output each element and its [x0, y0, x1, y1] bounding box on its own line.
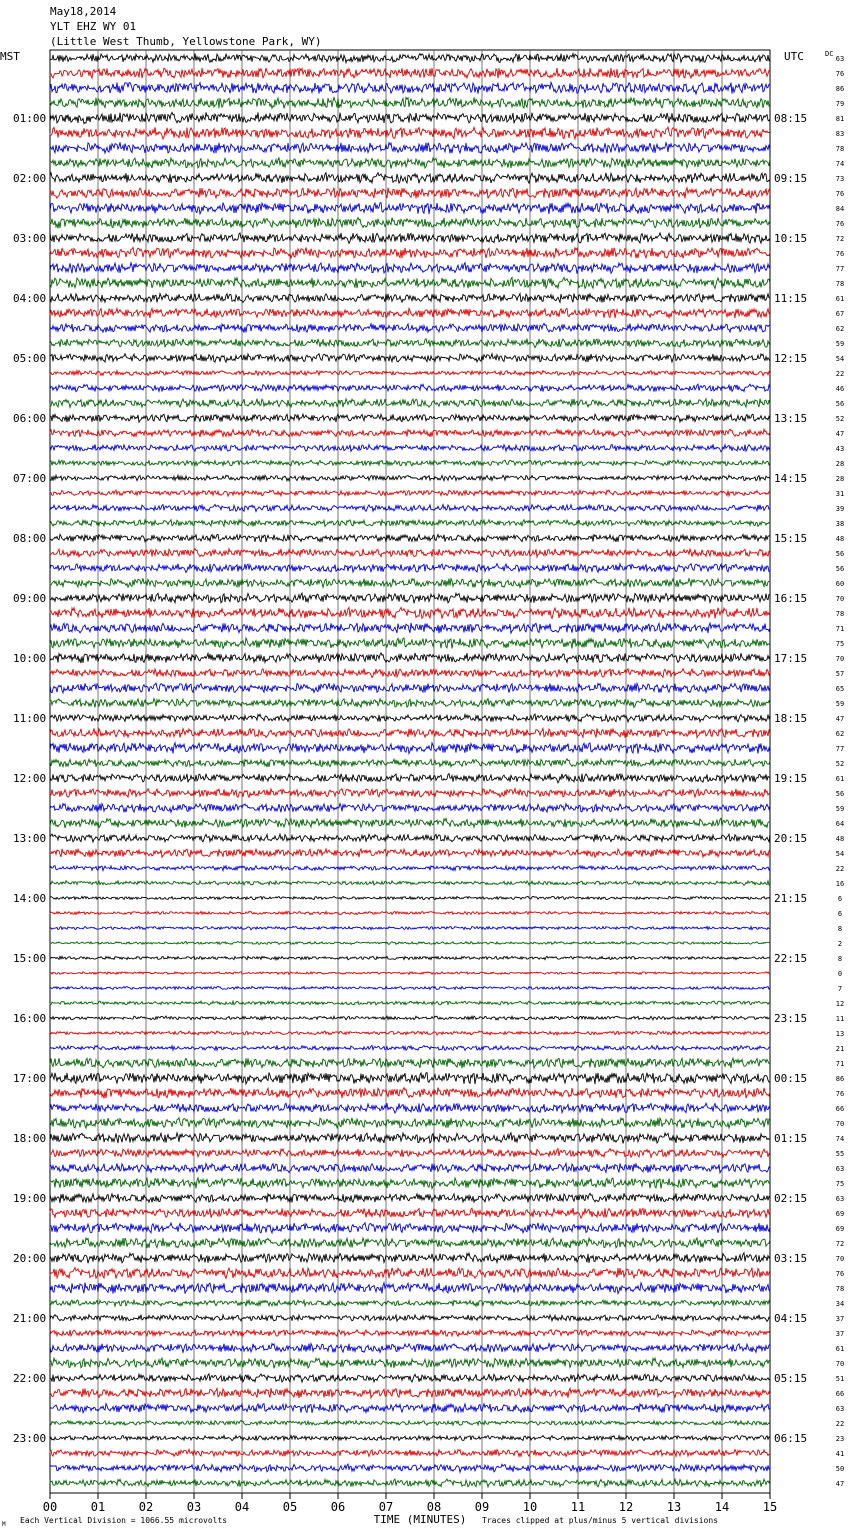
left-hour-label: 19:00: [13, 1192, 47, 1205]
left-hour-label: 18:00: [13, 1132, 47, 1145]
right-hour-label: 14:15: [774, 472, 808, 485]
seismic-trace: [50, 834, 770, 842]
dc-value: 39: [835, 505, 845, 513]
dc-value: 54: [835, 355, 845, 363]
seismic-trace: [50, 371, 770, 376]
dc-value: 43: [835, 445, 845, 453]
seismic-trace: [50, 849, 770, 858]
dc-value: 37: [835, 1330, 845, 1338]
seismic-trace: [50, 444, 770, 451]
dc-value: 2: [837, 940, 843, 948]
seismic-trace: [50, 294, 770, 303]
seismic-trace: [50, 607, 770, 618]
dc-value: 74: [835, 160, 845, 168]
left-timezone-label: MST: [0, 50, 20, 63]
seismic-trace: [50, 804, 770, 813]
dc-value: 66: [835, 1105, 845, 1113]
seismic-trace: [50, 818, 770, 828]
seismic-trace: [50, 97, 770, 108]
dc-value: 72: [835, 1240, 845, 1248]
right-timezone-label: UTC: [784, 50, 804, 63]
dc-value: 69: [835, 1225, 845, 1233]
dc-value: 38: [835, 520, 845, 528]
dc-value: 65: [835, 685, 845, 693]
seismic-trace: [50, 1330, 770, 1337]
seismic-trace: [50, 127, 770, 139]
seismic-trace: [50, 1404, 770, 1413]
dc-value: 56: [835, 790, 845, 798]
right-hour-label: 12:15: [774, 352, 808, 365]
left-hour-label: 13:00: [13, 832, 47, 845]
dc-value: 76: [835, 70, 845, 78]
x-tick-label: 12: [618, 1500, 634, 1514]
seismic-trace: [50, 1178, 770, 1189]
dc-value: 71: [835, 625, 845, 633]
dc-value: 76: [835, 250, 845, 258]
seismic-trace: [50, 384, 770, 392]
dc-value: 47: [835, 430, 845, 438]
dc-value: 6: [837, 895, 843, 903]
seismic-trace: [50, 158, 770, 169]
x-tick-label: 14: [714, 1500, 730, 1514]
x-tick-label: 15: [762, 1500, 778, 1514]
dc-value: 11: [835, 1015, 845, 1023]
dc-value: 76: [835, 1090, 845, 1098]
dc-value: 13: [835, 1030, 845, 1038]
dc-value: 47: [835, 715, 845, 723]
left-hour-label: 21:00: [13, 1312, 47, 1325]
dc-value: 86: [835, 85, 845, 93]
seismic-trace: [50, 1223, 770, 1233]
right-hour-label: 06:15: [774, 1432, 808, 1445]
seismic-trace: [50, 926, 770, 930]
right-hour-label: 18:15: [774, 712, 808, 725]
station-code: YLT EHZ WY 01: [50, 20, 137, 33]
seismic-trace: [50, 1464, 770, 1472]
seismic-trace: [50, 743, 770, 754]
left-hour-label: 10:00: [13, 652, 47, 665]
x-tick-label: 08: [426, 1500, 442, 1514]
right-hour-label: 21:15: [774, 892, 808, 905]
seismic-trace: [50, 308, 770, 318]
seismic-trace: [50, 1031, 770, 1035]
seismic-trace: [50, 534, 770, 542]
dc-value: 0: [837, 970, 843, 978]
dc-value: 77: [835, 745, 845, 753]
seismic-trace: [50, 1103, 770, 1113]
seismic-trace: [50, 1088, 770, 1099]
seismic-trace: [50, 956, 770, 960]
dc-value: 63: [835, 1195, 845, 1203]
seismic-trace: [50, 774, 770, 783]
x-tick-label: 09: [474, 1500, 490, 1514]
seismic-trace: [50, 623, 770, 633]
dc-value: 78: [835, 280, 845, 288]
seismic-trace: [50, 638, 770, 649]
seismic-trace: [50, 1449, 770, 1456]
left-hour-label: 14:00: [13, 892, 47, 905]
seismic-trace: [50, 593, 770, 603]
seismic-trace: [50, 881, 770, 886]
right-hour-label: 22:15: [774, 952, 808, 965]
seismic-trace: [50, 942, 770, 945]
dc-value: 63: [835, 1165, 845, 1173]
dc-value: 63: [835, 55, 845, 63]
seismic-trace: [50, 653, 770, 663]
seismic-trace: [50, 339, 770, 348]
seismic-trace: [50, 82, 770, 94]
dc-value: 31: [835, 490, 845, 498]
dc-value: 22: [835, 865, 845, 873]
seismic-trace: [50, 1208, 770, 1218]
right-hour-label: 08:15: [774, 112, 808, 125]
right-hour-label: 23:15: [774, 1012, 808, 1025]
right-hour-label: 19:15: [774, 772, 808, 785]
dc-value: 70: [835, 595, 845, 603]
right-hour-label: 05:15: [774, 1372, 808, 1385]
dc-value: 62: [835, 730, 845, 738]
seismic-trace: [50, 54, 770, 63]
left-hour-label: 09:00: [13, 592, 47, 605]
seismic-trace: [50, 1479, 770, 1487]
left-hour-label: 17:00: [13, 1072, 47, 1085]
dc-value: 83: [835, 130, 845, 138]
dc-value: 78: [835, 610, 845, 618]
left-hour-label: 20:00: [13, 1252, 47, 1265]
seismic-trace: [50, 911, 770, 914]
seismic-trace: [50, 1149, 770, 1158]
dc-value: 56: [835, 550, 845, 558]
seismic-trace: [50, 1435, 770, 1440]
dc-value: 76: [835, 190, 845, 198]
seismic-trace: [50, 247, 770, 258]
dc-value: 23: [835, 1435, 845, 1443]
x-tick-label: 02: [138, 1500, 154, 1514]
seismic-trace: [50, 68, 770, 78]
left-hour-label: 15:00: [13, 952, 47, 965]
seismic-trace: [50, 1283, 770, 1294]
seismic-trace: [50, 1073, 770, 1085]
seismic-trace: [50, 1193, 770, 1203]
seismic-trace: [50, 1300, 770, 1306]
seismic-trace: [50, 789, 770, 798]
dc-value: 76: [835, 1270, 845, 1278]
seismic-trace: [50, 1374, 770, 1382]
seismic-trace: [50, 1388, 770, 1398]
seismic-trace: [50, 972, 770, 975]
left-hour-label: 02:00: [13, 172, 47, 185]
left-hour-label: 04:00: [13, 292, 47, 305]
dc-value: 77: [835, 265, 845, 273]
seismic-trace: [50, 1118, 770, 1128]
seismic-trace: [50, 1268, 770, 1279]
dc-value: 56: [835, 565, 845, 573]
dc-value: 72: [835, 235, 845, 243]
right-hour-label: 01:15: [774, 1132, 808, 1145]
footer-mark: M: [2, 1521, 6, 1528]
dc-value: 50: [835, 1465, 845, 1473]
station-location: (Little West Thumb, Yellowstone Park, WY): [50, 35, 322, 48]
right-hour-label: 00:15: [774, 1072, 808, 1085]
dc-value: 8: [837, 955, 843, 963]
x-tick-label: 05: [282, 1500, 298, 1514]
dc-value: 47: [835, 1480, 845, 1488]
dc-value: 59: [835, 805, 845, 813]
dc-value: 75: [835, 640, 845, 648]
dc-value: 48: [835, 535, 845, 543]
dc-value: 70: [835, 1360, 845, 1368]
dc-value: 51: [835, 1375, 845, 1383]
dc-value: 41: [835, 1450, 845, 1458]
dc-value: 70: [835, 1120, 845, 1128]
x-tick-label: 06: [330, 1500, 346, 1514]
seismic-trace: [50, 1421, 770, 1426]
left-hour-label: 23:00: [13, 1432, 47, 1445]
left-hour-label: 12:00: [13, 772, 47, 785]
seismic-trace: [50, 683, 770, 693]
x-tick-label: 03: [186, 1500, 202, 1514]
seismic-trace: [50, 728, 770, 737]
seismic-trace: [50, 1058, 770, 1068]
dc-value: 84: [835, 205, 845, 213]
right-hour-label: 02:15: [774, 1192, 808, 1205]
dc-value: 16: [835, 880, 845, 888]
seismic-trace: [50, 188, 770, 199]
dc-value: 78: [835, 145, 845, 153]
left-hour-label: 16:00: [13, 1012, 47, 1025]
seismic-trace: [50, 173, 770, 184]
right-hour-label: 04:15: [774, 1312, 808, 1325]
dc-value: 70: [835, 655, 845, 663]
dc-value: 61: [835, 1345, 845, 1353]
right-hour-label: 20:15: [774, 832, 808, 845]
right-hour-label: 09:15: [774, 172, 808, 185]
left-hour-label: 05:00: [13, 352, 47, 365]
right-hour-label: 13:15: [774, 412, 808, 425]
dc-value: 60: [835, 580, 845, 588]
dc-value: 7: [837, 985, 843, 993]
x-tick-label: 13: [666, 1500, 682, 1514]
dc-value: 52: [835, 760, 845, 768]
seismic-trace: [50, 460, 770, 466]
seismic-trace: [50, 263, 770, 274]
dc-value: 57: [835, 670, 845, 678]
dc-value: 66: [835, 1390, 845, 1398]
seismic-trace: [50, 669, 770, 678]
seismic-trace: [50, 505, 770, 512]
plot-date: May18,2014: [50, 5, 117, 18]
dc-value: 21: [835, 1045, 845, 1053]
dc-value: 52: [835, 415, 845, 423]
x-tick-label: 11: [570, 1500, 586, 1514]
seismic-trace: [50, 986, 770, 989]
dc-value: 67: [835, 310, 845, 318]
seismic-trace: [50, 1358, 770, 1368]
dc-column-label: DC: [825, 50, 834, 58]
seismic-trace: [50, 699, 770, 708]
dc-value: 37: [835, 1315, 845, 1323]
seismic-trace: [50, 759, 770, 767]
dc-value: 61: [835, 295, 845, 303]
dc-value: 71: [835, 1060, 845, 1068]
dc-value: 56: [835, 400, 845, 408]
seismic-trace: [50, 354, 770, 363]
seismic-trace: [50, 399, 770, 408]
seismic-trace: [50, 1001, 770, 1005]
dc-value: 69: [835, 1210, 845, 1218]
seismic-trace: [50, 578, 770, 587]
x-tick-label: 01: [90, 1500, 106, 1514]
seismic-trace: [50, 1163, 770, 1172]
seismic-trace: [50, 475, 770, 480]
dc-value: 28: [835, 475, 845, 483]
seismic-trace: [50, 490, 770, 496]
seismic-trace: [50, 429, 770, 437]
dc-value: 86: [835, 1075, 845, 1083]
x-tick-label: 07: [378, 1500, 394, 1514]
seismic-trace: [50, 714, 770, 722]
left-hour-label: 06:00: [13, 412, 47, 425]
dc-value: 46: [835, 385, 845, 393]
dc-value: 28: [835, 460, 845, 468]
dc-value: 22: [835, 370, 845, 378]
seismic-trace: [50, 233, 770, 244]
dc-value: 64: [835, 820, 845, 828]
dc-value: 12: [835, 1000, 845, 1008]
dc-value: 61: [835, 775, 845, 783]
right-hour-label: 17:15: [774, 652, 808, 665]
right-hour-label: 03:15: [774, 1252, 808, 1265]
left-hour-label: 22:00: [13, 1372, 47, 1385]
x-tick-label: 04: [234, 1500, 250, 1514]
dc-value: 74: [835, 1135, 845, 1143]
dc-value: 81: [835, 115, 845, 123]
dc-value: 59: [835, 700, 845, 708]
vertical-scale-note: Each Vertical Division = 1066.55 microvolts: [20, 1516, 228, 1525]
dc-value: 8: [837, 925, 843, 933]
left-hour-label: 11:00: [13, 712, 47, 725]
x-tick-label: 10: [522, 1500, 538, 1514]
x-axis-title: TIME (MINUTES): [373, 1513, 467, 1526]
dc-value: 76: [835, 220, 845, 228]
dc-value: 70: [835, 1255, 845, 1263]
dc-value: 6: [837, 910, 843, 918]
right-hour-label: 10:15: [774, 232, 808, 245]
dc-value: 73: [835, 175, 845, 183]
seismic-trace: [50, 323, 770, 332]
left-hour-label: 03:00: [13, 232, 47, 245]
seismic-trace: [50, 414, 770, 422]
dc-value: 78: [835, 1285, 845, 1293]
right-hour-label: 16:15: [774, 592, 808, 605]
dc-value: 59: [835, 340, 845, 348]
seismic-trace: [50, 1046, 770, 1051]
seismic-trace: [50, 112, 770, 123]
seismic-trace: [50, 866, 770, 871]
seismic-trace: [50, 1344, 770, 1353]
seismic-trace: [50, 549, 770, 557]
seismic-trace: [50, 1315, 770, 1322]
x-tick-label: 00: [42, 1500, 58, 1514]
seismic-trace: [50, 564, 770, 573]
right-hour-label: 15:15: [774, 532, 808, 545]
dc-value: 22: [835, 1420, 845, 1428]
seismic-trace: [50, 218, 770, 229]
left-hour-label: 08:00: [13, 532, 47, 545]
dc-value: 75: [835, 1180, 845, 1188]
left-hour-label: 07:00: [13, 472, 47, 485]
dc-value: 62: [835, 325, 845, 333]
seismic-trace: [50, 896, 770, 899]
dc-value: 48: [835, 835, 845, 843]
dc-value: 63: [835, 1405, 845, 1413]
dc-value: 54: [835, 850, 845, 858]
right-hour-label: 11:15: [774, 292, 808, 305]
left-hour-label: 01:00: [13, 112, 47, 125]
seismic-trace: [50, 1238, 770, 1248]
seismic-trace: [50, 1016, 770, 1020]
dc-value: 79: [835, 100, 845, 108]
clipping-note: Traces clipped at plus/minus 5 vertical divisions: [482, 1516, 719, 1525]
seismic-trace: [50, 203, 770, 214]
dc-value: 34: [835, 1300, 845, 1308]
seismic-trace: [50, 520, 770, 527]
dc-value: 55: [835, 1150, 845, 1158]
seismic-trace: [50, 1133, 770, 1144]
seismic-trace: [50, 277, 770, 288]
seismic-trace: [50, 142, 770, 153]
seismic-trace: [50, 1253, 770, 1264]
